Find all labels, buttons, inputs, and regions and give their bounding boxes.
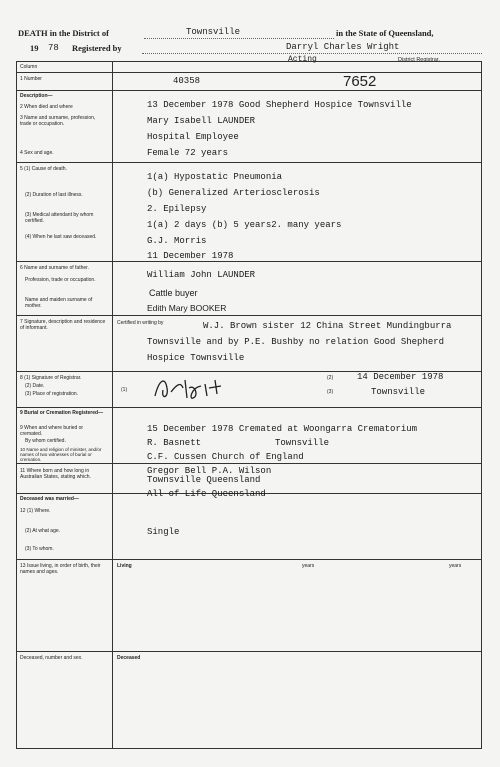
minister-value: C.F. Cussen Church of England [147,452,304,462]
issue-label: 13 Issue living, in order of birth, their names and ages. [20,563,101,575]
cause-b-value: (b) Generalized Arteriosclerosis [147,188,320,198]
sex-age-label: 4 Sex and age. [20,150,54,156]
years-label-2: years [449,563,462,569]
place-label: (3) Place of registration. [25,391,79,397]
cause-label: 5 (1) Cause of death. [20,166,67,172]
certified-place-value: Townsville [275,438,330,448]
column-divider [112,62,113,748]
number-label: 1 Number [20,76,42,82]
cause-a-value: 1(a) Hypostatic Pneumonia [147,172,283,182]
mother-value: Edith Mary BOOKER [147,303,227,313]
marker-2: (2) [327,375,334,381]
burial-value: 15 December 1978 Cremated at Woongarra Crematorium [147,424,418,434]
deceased-label: Deceased [117,655,141,661]
living-label: Living [117,563,132,569]
informant-label: 7 Signature, description and residence of informant. [20,319,106,331]
registration-date: 14 December 1978 [357,372,444,382]
registrar-sig-label: 8 (1) Signature of Registrar. [20,375,82,381]
registrar-signature [149,374,259,404]
number-value: 40358 [173,76,201,86]
registration-place: Townsville [371,387,426,397]
by-whom-label: By whom certified. [25,438,66,444]
duration-value: 1(a) 2 days (b) 5 years2. many years [147,220,342,230]
informant-line-2: Townsville and by P.E. Bushby no relation Good Shepherd [147,337,445,347]
deceased-name: Mary Isabell LAUNDER [147,116,256,126]
district-registrar-label: District Registrar. [398,57,440,63]
marker-1: (1) [121,387,128,393]
father-occ-value: Cattle buyer [149,288,198,298]
mother-label: Name and maiden surname of mother. [25,297,93,309]
acting-label: Acting [288,55,317,64]
father-label: 6 Name and surname of father. [20,265,89,271]
death-district-label: DEATH in the District of [18,28,109,38]
registered-by-label: Registered by [72,43,122,53]
description-label: Description— [20,93,53,99]
year-prefix: 19 [30,43,39,53]
column-label: Column [20,64,38,70]
district-underline [144,38,334,39]
burial-heading: 9 Burial or Cremation Registered— [20,410,104,416]
when-where-died-label: 2 When died and where [20,104,73,110]
year-suffix: 78 [48,43,59,53]
father-occ-label: Profession, trade or occupation. [25,277,96,283]
name-surname-label: 3 Name and surname, profession, trade or occupation. [20,115,96,127]
marital-status: Single [147,527,180,537]
date-label: (2) Date. [25,383,45,389]
register-table [16,61,482,749]
last-saw-label: (4) When he last saw deceased. [25,234,97,240]
minister-label: 10 Name and religion of minister, and/or names of two witnesses of burial or cremation. [20,447,102,462]
informant-line-3: Hospice Townsville [147,353,245,363]
marker-3: (3) [327,389,334,395]
deceased-number-label: Deceased, number and sex. [20,655,83,661]
sex-age-value: Female 72 years [147,148,229,158]
death-certificate [16,14,482,752]
registration-number: 7652 [343,73,377,90]
when-buried-label: 9 When and where buried or cremated. [20,425,84,437]
what-age-label: (2) At what age. [25,528,61,534]
state-label: in the State of Queensland, [336,28,434,38]
informant-line-1: W.J. Brown sister 12 China Street Mundingburra [203,321,452,331]
years-label-1: years [302,563,315,569]
death-date-place: 13 December 1978 Good Shepherd Hospice Townsville [147,100,412,110]
duration-label: (2) Duration of last illness. [25,192,83,198]
last-seen-value: 11 December 1978 [147,251,234,261]
where-label: 12 (1) Where. [20,508,51,514]
to-whom-label: (3) To whom. [25,546,54,552]
occupation-value: Hospital Employee [147,132,239,142]
cause-2-value: 2. Epilepsy [147,204,207,214]
district-value: Townsville [186,27,241,37]
witnesses-value: Gregor Bell P.A. Wilson [147,466,272,476]
registrar-name: Darryl Charles Wright [286,42,400,52]
married-heading: Deceased was married— [20,496,79,502]
certified-writing-label: Certified in writing by [117,320,164,326]
medical-attendant-label: (3) Medical attendant by whom certified. [25,212,94,224]
born-line-1: Townsville Queensland [147,475,261,485]
born-line-2: All of Life Queensland [147,489,266,499]
where-born-label: 11 Where born and how long in Australian States, stating which. [20,468,91,480]
doctor-value: G.J. Morris [147,236,207,246]
certified-by-value: R. Basnett [147,438,202,448]
father-value: William John LAUNDER [147,270,256,280]
registrar-underline [142,53,482,54]
